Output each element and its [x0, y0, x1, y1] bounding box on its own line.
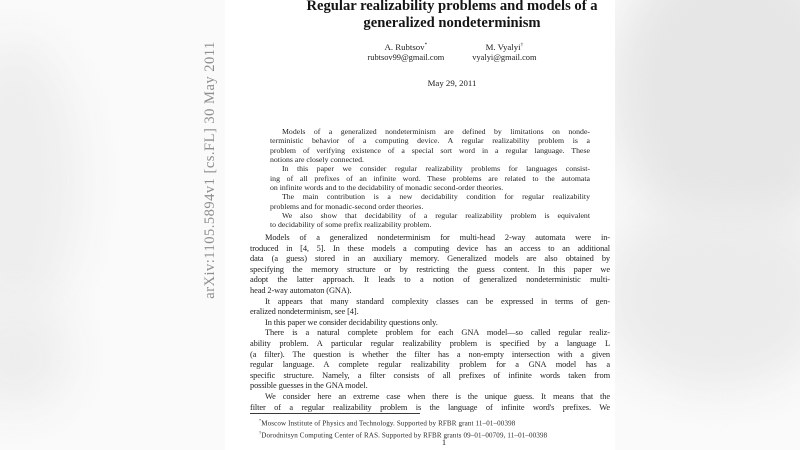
abstract-paragraph [270, 127, 590, 164]
body-paragraph [250, 318, 610, 329]
text-line: The main contribution is a new decidability condition for regular realizability [282, 192, 590, 202]
footnote-marker: † [259, 430, 262, 436]
author-footnote-marker: * [424, 42, 428, 49]
text-line: In this paper we consider regular realizability problems for languages consist- [282, 164, 590, 174]
frontmatter [272, 0, 632, 88]
author-name [472, 42, 536, 52]
paper-title-line-1: Regular realizability problems and models of a [306, 0, 598, 14]
footnote-marker: * [259, 418, 262, 423]
footnote-text: Dorodnitsyn Computing Center of RAS. Supported by RFBR grants 09–01–00709, 11–01–00398 [261, 431, 548, 440]
text-line: (a filter). The question is whether the filter has a non-empty intersection with a given [250, 349, 610, 359]
abstract [270, 127, 590, 230]
author-name-text: A. Rubtsov [384, 42, 425, 52]
paper-title-line-2: generalized nondeterminism [363, 14, 541, 31]
text-line: Models of a generalized nondeterminism are defined by limitations on nonde- [282, 127, 590, 136]
author-name [367, 42, 444, 52]
paper-page [250, 0, 610, 450]
text-line: notions are closely connected. [270, 155, 364, 165]
text-line: problems and for monadic-second order theories. [270, 201, 424, 211]
page-number: 1 [441, 437, 447, 447]
author-name-text: M. Vyalyi [485, 42, 521, 52]
text-line: ing of all prefixes of an infinite word. These problems are related to the automata [270, 173, 590, 183]
author-block [272, 42, 632, 62]
footnote-affiliation [250, 416, 610, 428]
text-line: It appears that many standard complexity classes can be expressed in terms of gen- [265, 296, 610, 306]
body-paragraph [250, 392, 610, 413]
background-blur-blob [0, 300, 70, 410]
text-line: problem of verifying existence of a special sort word in a regular language. These [270, 145, 590, 155]
text-line: Models of a generalized nondeterminism for multi-head 2-way automata were in- [265, 233, 610, 242]
text-line: eralized nondeterminism, see [4]. [250, 307, 359, 317]
text-line: We also show that decidability of a regular realizability problem is equivalent [282, 211, 590, 221]
text-line: possible guesses in the GNA model. [250, 381, 368, 391]
author-vyalyi [472, 42, 536, 62]
body-text [250, 233, 610, 413]
body-paragraph [250, 297, 610, 318]
text-line: specific structure. Namely, a filter consists of all prefixes of infinite words taken from [250, 370, 610, 380]
text-line: adopt the latter approach. It leads to a notion of generalized nondeterministic multi- [250, 275, 610, 285]
text-line: specifying the memory structure or by restricting the guess content. In this paper we [250, 264, 610, 274]
body-paragraph [250, 328, 610, 392]
text-line: regular language. A complete regular realizability problem for a GNA model has a [250, 360, 610, 370]
text-line: In this paper we consider decidability questions only. [265, 317, 438, 327]
arxiv-watermark: arXiv:1105.5894v1 [cs.FL] 30 May 2011 [202, 41, 218, 299]
author-email: rubtsov99@gmail.com [367, 53, 445, 62]
footnote-text: Moscow Institute of Physics and Technology. Supported by RFBR grant 11–01–00398 [261, 419, 516, 428]
author-email: vyalyi@gmail.com [472, 53, 537, 62]
abstract-paragraph [270, 211, 590, 230]
text-line: filter of a regular realizability problem is the language of infinite word's prefixes. We [250, 402, 610, 412]
body-paragraph [250, 233, 610, 297]
text-line: to decidability of some prefix realizability problem. [270, 220, 432, 230]
text-line: ability problem. A particular regular realizability problem is specified by a language L [250, 338, 610, 348]
text-line: terministic behavior of a computing device. A regular realizability problem is a [270, 136, 590, 146]
abstract-paragraph [270, 192, 590, 211]
paper-title [272, 0, 632, 31]
text-line: head 2-way automaton (GNA). [250, 285, 352, 295]
abstract-paragraph [270, 164, 590, 192]
background-blur-blob [0, 40, 80, 320]
text-line: We consider here an extreme case when there is the unique guess. It means that the [265, 391, 610, 401]
background-blur-blob [602, 200, 800, 390]
text-line: data (a guess) stored in an auxiliary memory. Generalized models are also obtained by [250, 254, 610, 264]
author-rubtsov [367, 42, 444, 62]
text-line: troduced in [4, 5]. In these models a computing device has an access to an additional [250, 243, 610, 253]
author-footnote-marker: † [520, 42, 524, 49]
text-line: on infinite words and to the decidability of monadic second-order theories. [270, 183, 504, 193]
text-line: There is a natural complete problem for each GNA model—so called regular realiz- [265, 328, 610, 338]
paper-date: May 29, 2011 [427, 78, 477, 88]
footnote-rule [250, 413, 420, 414]
